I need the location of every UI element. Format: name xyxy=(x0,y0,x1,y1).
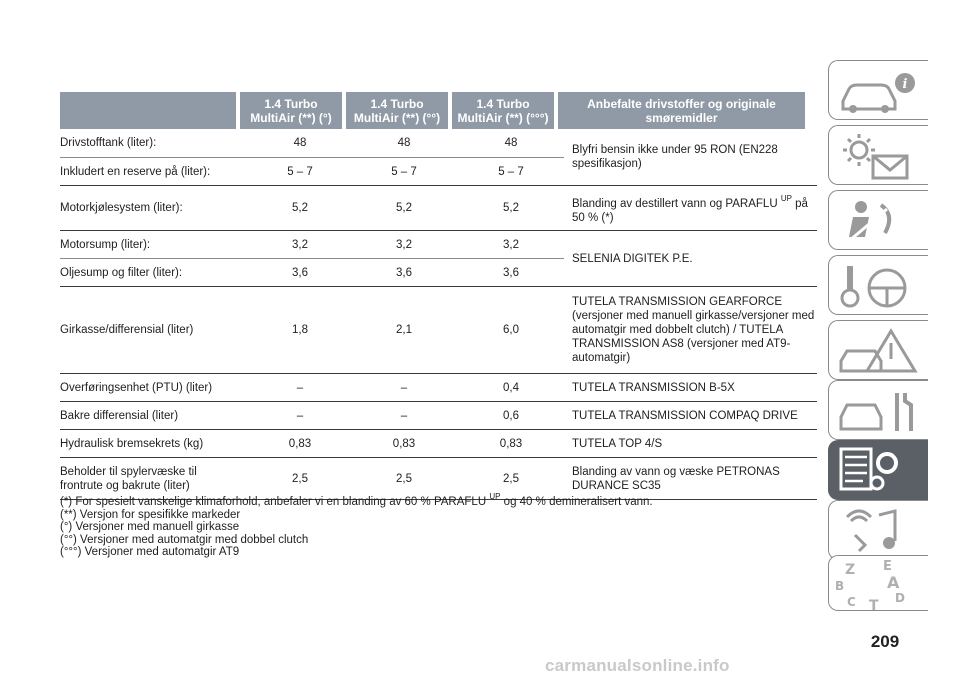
footnote-2: (**) Versjon for spesifikke markeder xyxy=(60,508,241,521)
fluid-rear-diff: TUTELA TRANSMISSION COMPAQ DRIVE xyxy=(572,409,798,422)
fluid-coolant xyxy=(564,186,817,230)
footnote-3: (°) Versjoner med manuell girkasse xyxy=(60,521,240,534)
table-header xyxy=(60,92,817,129)
row-value: 2,5 xyxy=(396,472,412,485)
row-label: Drivstofftank (liter): xyxy=(60,137,157,149)
row-value: 5 – 7 xyxy=(498,165,524,178)
technical-data-table xyxy=(60,92,817,500)
fluid-brake: TUTELA TOP 4/S xyxy=(572,437,663,450)
table-row xyxy=(60,157,564,185)
row-value: 48 xyxy=(293,137,307,149)
table-group-fuel xyxy=(60,129,817,186)
watermark: carmanualsonline.info xyxy=(545,656,730,675)
row-label: Bakre differensial (liter) xyxy=(60,409,179,422)
table-group-brake xyxy=(60,430,817,458)
tab-multimedia[interactable] xyxy=(828,500,928,560)
svg-text:Z: Z xyxy=(845,562,856,578)
tab-car-info[interactable] xyxy=(828,60,928,120)
row-label: Motorkjølesystem (liter): xyxy=(60,202,183,214)
footnotes xyxy=(60,491,820,559)
tab-technical-data[interactable] xyxy=(828,440,928,500)
table-group-ptu xyxy=(60,374,817,402)
header-empty-cell xyxy=(60,92,236,129)
row-value: – xyxy=(400,409,408,422)
row-value: 2,5 xyxy=(503,472,519,485)
svg-text:D: D xyxy=(895,591,905,605)
safety-airbag-icon xyxy=(829,191,929,251)
row-value: – xyxy=(296,381,304,394)
tab-safety[interactable] xyxy=(828,190,928,250)
car-maintenance-icon xyxy=(829,381,929,441)
tab-index[interactable] xyxy=(828,555,928,611)
row-value: 3,6 xyxy=(292,266,308,279)
table-row xyxy=(60,287,564,373)
row-value: – xyxy=(400,381,408,394)
row-value: 1,8 xyxy=(292,324,308,336)
header-col-1: 1.4 Turbo MultiAir (**) (°) xyxy=(240,92,342,129)
warning-lights-icon xyxy=(829,126,929,186)
coolant-text: Blanding av destillert vann og PARAFLU xyxy=(572,197,778,210)
row-value: 2,1 xyxy=(396,324,412,336)
row-value: 0,6 xyxy=(503,409,519,422)
footnote-4: (°°) Versjoner med automatgir med dobbel clutch xyxy=(60,533,309,546)
table-group-rear-diff xyxy=(60,402,817,430)
header-col-3: 1.4 Turbo MultiAir (**) (°°°) xyxy=(452,92,554,129)
table-row xyxy=(60,186,564,230)
tab-maintenance[interactable] xyxy=(828,380,928,440)
svg-text:E: E xyxy=(883,559,892,574)
row-label: Oljesump og filter (liter): xyxy=(60,266,183,279)
footnote-1-text: (*) For spesielt vanskelige klimaforhold, anbefaler vi en blanding av 60 % PARAFLU xyxy=(60,496,487,508)
svg-text:C: C xyxy=(847,595,856,609)
svg-text:i: i xyxy=(902,77,908,92)
table-group-gearbox xyxy=(60,287,817,374)
row-label: Inkludert en reserve på (liter): xyxy=(60,165,211,178)
fluid-ptu: TUTELA TRANSMISSION B-5X xyxy=(572,381,735,394)
row-value: 2,5 xyxy=(292,472,308,485)
row-label: Beholder til spylervæske til frontrute og bakrute (liter) xyxy=(60,465,197,492)
tab-warning-lights[interactable] xyxy=(828,125,928,185)
row-value: 3,6 xyxy=(503,266,519,279)
row-value: 5,2 xyxy=(396,202,412,214)
table-row xyxy=(60,430,564,457)
coolant-superscript: UP xyxy=(780,193,792,203)
row-value: 0,83 xyxy=(499,437,523,450)
row-value: 48 xyxy=(504,137,518,149)
row-label: Overføringsenhet (PTU) (liter) xyxy=(60,381,213,394)
table-group-oil xyxy=(60,231,817,287)
table-row xyxy=(60,231,564,258)
footnote-1-text-end: og 40 % demineralisert vann. xyxy=(503,496,653,508)
row-value: 6,0 xyxy=(503,324,519,336)
fluid-oil: SELENIA DIGITEK P.E. xyxy=(572,252,693,265)
row-value: – xyxy=(296,409,304,422)
row-value: 0,83 xyxy=(288,437,312,450)
row-value: 0,4 xyxy=(503,381,519,394)
row-value: 5,2 xyxy=(292,202,308,214)
technical-data-icon xyxy=(829,441,929,501)
table-group-coolant xyxy=(60,186,817,231)
row-value: 5,2 xyxy=(503,202,519,214)
footnote-1 xyxy=(60,491,820,509)
row-label: Girkasse/differensial (liter) xyxy=(60,324,194,336)
row-value: 48 xyxy=(397,137,411,149)
steering-key-icon xyxy=(829,256,929,316)
row-label: Hydraulisk bremsekrets (kg) xyxy=(60,437,204,450)
footnote-5: (°°°) Versjoner med automatgir AT9 xyxy=(60,546,240,559)
table-row xyxy=(60,374,564,401)
index-letters-icon xyxy=(829,556,929,612)
svg-text:A: A xyxy=(887,573,900,592)
page-number: 209 xyxy=(870,632,900,651)
tab-emergency[interactable] xyxy=(828,320,928,380)
header-col-2: 1.4 Turbo MultiAir (**) (°°) xyxy=(346,92,448,129)
svg-text:B: B xyxy=(835,579,845,593)
svg-text:T: T xyxy=(869,598,879,612)
tab-steering[interactable] xyxy=(828,255,928,315)
table-row xyxy=(60,129,564,157)
multimedia-icon xyxy=(829,501,929,561)
row-label: Motorsump (liter): xyxy=(60,238,151,251)
fluid-washer: Blanding av vann og væske PETRONAS DURANCE SC35 xyxy=(572,465,780,492)
emergency-triangle-icon xyxy=(829,321,929,381)
coolant-text-end: på 50 % (*) xyxy=(572,197,808,224)
row-value: 3,2 xyxy=(396,238,412,251)
fluid-fuel: Blyfri bensin ikke under 95 RON (EN228 spesifikasjon) xyxy=(572,144,778,170)
row-value: 3,6 xyxy=(396,266,412,279)
header-col-4: Anbefalte drivstoffer og originale smøremidler xyxy=(558,92,805,129)
table-row xyxy=(60,402,564,429)
table-row xyxy=(60,258,564,286)
row-value: 5 – 7 xyxy=(287,165,313,178)
row-value: 0,83 xyxy=(392,437,416,450)
row-value: 5 – 7 xyxy=(391,165,417,178)
car-info-icon xyxy=(829,61,929,121)
fluid-gearbox: TUTELA TRANSMISSION GEARFORCE (versjoner med manuell girkasse/versjoner med automatgir med dobbelt clutch) / TUTELA TRANSMISSION AS8 (versjoner med AT9-automatgir) xyxy=(572,296,815,364)
row-value: 3,2 xyxy=(292,238,308,251)
row-value: 3,2 xyxy=(503,238,519,251)
footnote-1-superscript: UP xyxy=(489,492,501,501)
